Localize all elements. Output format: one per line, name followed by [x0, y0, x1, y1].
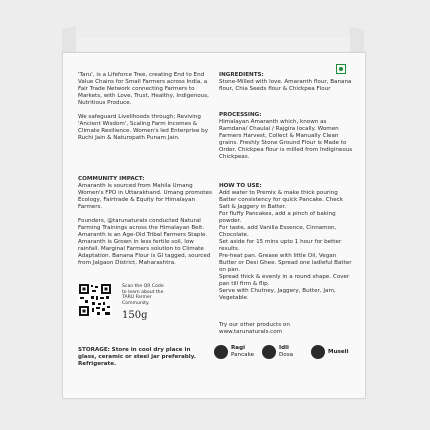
how-to-use-p4: Set aside for 15 mins upto 1 hour for better results.: [219, 239, 342, 252]
processing-block: [219, 112, 353, 168]
try-products: Try our other products on www.tarunaturals.com: [219, 322, 290, 335]
how-to-use-p7: Serve with Chutney, Jaggery, Butter, Jam, Vegetable.: [219, 288, 336, 301]
community-impact-block: [78, 176, 216, 274]
qr-note: Scan the QR Code to learn about the TARU Farmer Community.: [122, 284, 164, 306]
community-heading: COMMUNITY IMPACT:: [78, 176, 145, 182]
storage-text: Store in cool dry place in glass, ceramic or steel jar preferably. Refrigerate.: [78, 347, 196, 367]
recipe-idli-name: Idli: [279, 345, 289, 351]
how-to-use-block: [219, 183, 353, 302]
about-block: [78, 72, 216, 149]
recipe-idli: [262, 345, 293, 359]
recipe-ragi-name: Ragi: [231, 345, 246, 351]
recipe-ragi-sub: Pancake: [231, 352, 255, 358]
community-p1: Amaranth is sourced from Mahila Umang Women's FPO in Uttarakhand. Umang promotes Ecology, Fairtrade & Equity for Himalayan Farmers.: [78, 183, 212, 210]
how-to-use-p5: Pre-heat pan. Grease with little Oil, Vegan Butter or Desi Ghee. Spread one ladleful Batter on pan.: [219, 253, 352, 273]
ingredients-heading: INGREDIENTS:: [219, 72, 264, 78]
ingredients-block: [219, 72, 353, 100]
how-to-use-p2: For fluffy Pancakes, add a pinch of baking powder.: [219, 211, 336, 224]
how-to-use-p6: Spread thick & evenly in a round shape. Cover pan till firm & flip.: [219, 274, 350, 287]
storage-block: [78, 347, 208, 368]
how-to-use-p1: Add water to Premix & make thick pouring Batter consistency for quick Pancake. Check Salt & Jaggery in Batter.: [219, 190, 343, 210]
community-p2: Founders, @tarunaturals conducted Natural Farming Trainings across the Himalayan Belt. Amaranth is an Age-Old Tribal Farmers Staple. Amaranth is Grown in less fertile soil, low rainfall. Marginal Farmers solution to Climate Adaptation. Banana Flour is GI tagged, sourced from Jalgaon District, Maharashtra.: [78, 218, 211, 266]
museli-bowl-icon: [311, 345, 325, 359]
how-to-use-p3: For taste, add Vanilla Essence, Cinnamon, Chocolate.: [219, 225, 337, 238]
about-text: 'Taru', is a Lifeforce Tree, creating End to End Value Chains for Small Farmers across India, a Fair Trade Network connecting Farmers to Markets, with Love, Trust, Healthy, Indigenous, Nutritious Produce.: [78, 72, 209, 106]
idli-icon: [262, 345, 276, 359]
recipe-museli: [311, 345, 349, 359]
net-weight: 150g: [122, 310, 148, 321]
pancake-icon: [214, 345, 228, 359]
qr-code[interactable]: [78, 283, 112, 317]
processing-heading: PROCESSING:: [219, 112, 262, 118]
how-to-use-heading: HOW TO USE:: [219, 183, 262, 189]
recipe-idli-sub: Dosa: [279, 352, 294, 358]
recipe-ragi: [214, 345, 254, 359]
ingredients-text: Stone-Milled with love. Amaranth flour, Banana flour, Chia Seeds flour & Chickpea Flour: [219, 79, 352, 92]
recipe-museli-name: Museli: [328, 348, 349, 355]
safeguard-text: We safeguard Livelihoods through; Reviving 'Ancient Wisdom', Scaling Farm Incomes & Climate Resilience. Women's led Enterprise by Ruchi Jain & Naturopath Punam Jain.: [78, 114, 209, 141]
storage-label: STORAGE:: [78, 347, 110, 353]
processing-text: Himalayan Amaranth which, known as Ramdana/ Chaulai / Rajgira locally. Women Farmers Harvest, Collect & Manually Clean grains. Freshly Stone Ground Flour is Made to Order. Chickpea flour is milled from Indigineous Chickpeas.: [219, 119, 353, 160]
